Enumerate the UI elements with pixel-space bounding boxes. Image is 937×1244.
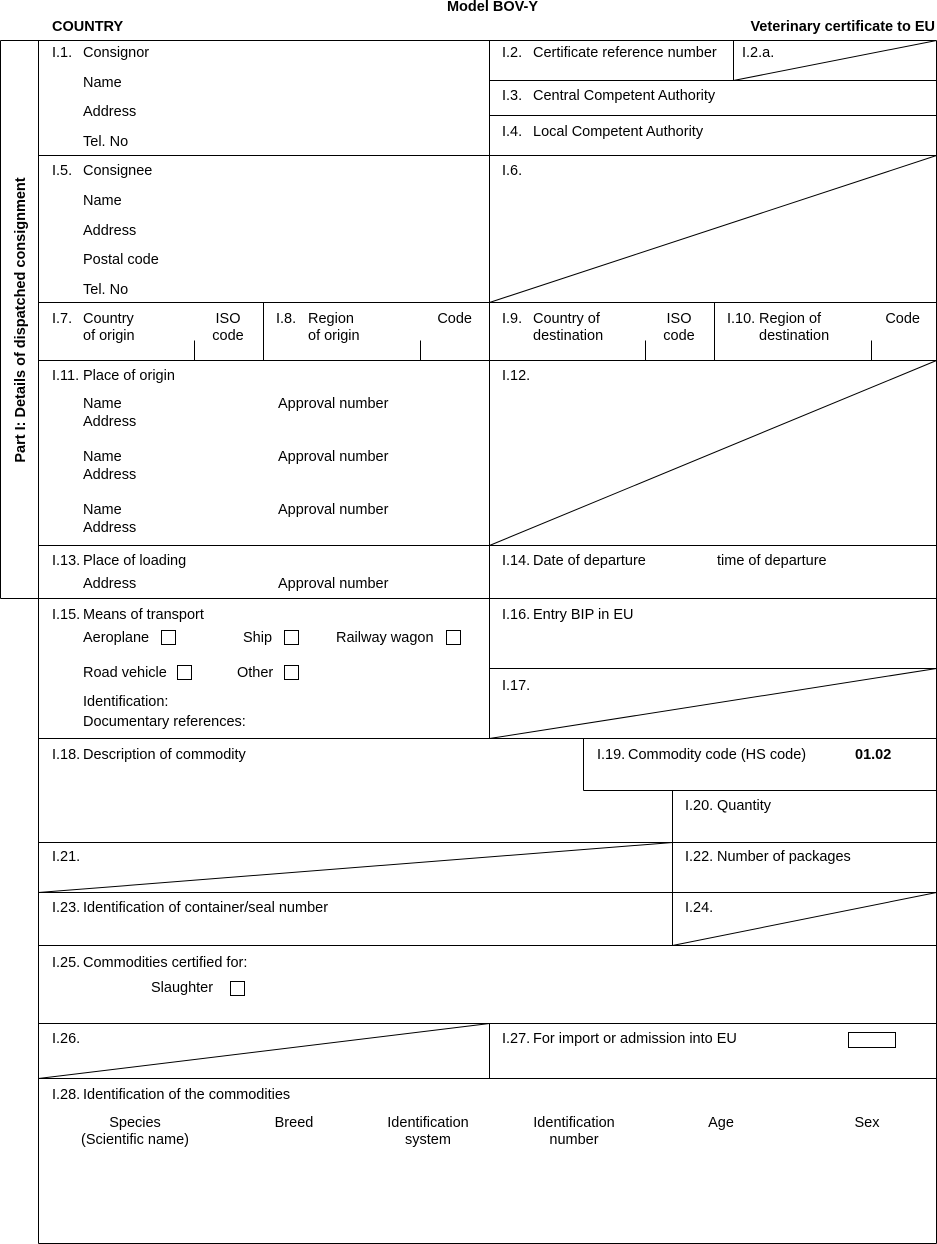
i7-line2: of origin — [83, 328, 135, 344]
i14-number: I.14. — [502, 553, 531, 569]
i18-title: Description of commodity — [83, 747, 246, 763]
i5-number: I.5. — [52, 163, 73, 179]
i11-entry2-address: Address — [83, 467, 137, 483]
i2a-number: I.2.a. — [742, 45, 775, 61]
part-one-label-text: Part I: Details of dispatched consignment — [12, 177, 29, 463]
i5-postal: Postal code — [83, 252, 159, 268]
i12-number: I.12. — [502, 368, 531, 384]
i2-title: Certificate reference number — [533, 45, 717, 61]
i15-title: Means of transport — [83, 607, 204, 623]
i1-name: Name — [83, 75, 122, 91]
i11-entry3-approval: Approval number — [278, 502, 389, 518]
column-species-l2: (Scientific name) — [81, 1132, 189, 1148]
i19-hs-code: 01.02 — [855, 747, 892, 763]
column-identification-number — [514, 1115, 634, 1149]
column-breed-l1: Breed — [274, 1115, 314, 1131]
i15-identification: Identification: — [83, 694, 169, 710]
i11-entry3-address: Address — [83, 520, 137, 536]
i28-number: I.28. — [52, 1087, 81, 1103]
i10-line1: Region of — [759, 311, 822, 327]
i21-diagonal — [39, 843, 673, 893]
i14-time: time of departure — [717, 553, 827, 569]
model-title: Model BOV-Y — [446, 0, 539, 15]
ship-checkbox[interactable] — [284, 630, 299, 645]
i20-number: I.20. — [685, 798, 714, 814]
i15-aeroplane-label: Aeroplane — [83, 630, 150, 646]
i4-number: I.4. — [502, 124, 523, 140]
i15-number: I.15. — [52, 607, 81, 623]
i24-number: I.24. — [685, 900, 714, 916]
column-age-l1: Age — [708, 1115, 734, 1131]
i6-diagonal — [490, 156, 937, 303]
i7-line1: Country — [83, 311, 134, 327]
i1-tel: Tel. No — [83, 134, 129, 150]
i25-slaughter-label: Slaughter — [151, 980, 214, 996]
column-sex — [827, 1115, 907, 1132]
i11-entry1-name: Name — [83, 396, 122, 412]
aeroplane-checkbox[interactable] — [161, 630, 176, 645]
i13-title: Place of loading — [83, 553, 187, 569]
i10-line2: destination — [759, 328, 830, 344]
railway-wagon-checkbox[interactable] — [446, 630, 461, 645]
i8-number: I.8. — [276, 311, 297, 327]
i1-number: I.1. — [52, 45, 73, 61]
i8-code: Code — [437, 311, 472, 327]
country-header: COUNTRY — [52, 19, 124, 35]
i11-entry2-approval: Approval number — [278, 449, 389, 465]
i10-code: Code — [885, 311, 920, 327]
i27-number: I.27. — [502, 1031, 531, 1047]
column-idnum-l2: number — [549, 1132, 599, 1148]
i12-diagonal — [490, 361, 937, 546]
i15-ship-label: Ship — [243, 630, 273, 646]
i5-address: Address — [83, 223, 137, 239]
i25-number: I.25. — [52, 955, 81, 971]
road-vehicle-checkbox[interactable] — [177, 665, 192, 680]
i18-number: I.18. — [52, 747, 81, 763]
i17-diagonal — [490, 669, 937, 739]
i11-number: I.11. — [52, 368, 80, 384]
i15-other-label: Other — [237, 665, 274, 681]
i3-title: Central Competent Authority — [533, 88, 716, 104]
i15-railway-label: Railway wagon — [336, 630, 434, 646]
column-species-l1: Species — [109, 1115, 161, 1131]
column-sex-l1: Sex — [854, 1115, 880, 1131]
i9-iso2: code — [663, 328, 695, 344]
i20-title: Quantity — [717, 798, 771, 814]
i13-number: I.13. — [52, 553, 81, 569]
i26-number: I.26. — [52, 1031, 81, 1047]
i11-entry2-name: Name — [83, 449, 122, 465]
i21-number: I.21. — [52, 849, 81, 865]
i11-entry3-name: Name — [83, 502, 122, 518]
i26-diagonal — [39, 1024, 490, 1079]
i9-line2: destination — [533, 328, 604, 344]
i17-number: I.17. — [502, 678, 531, 694]
i15-documentary: Documentary references: — [83, 714, 246, 730]
i3-number: I.3. — [502, 88, 523, 104]
column-idnum-l1: Identification — [533, 1115, 615, 1131]
i1-address: Address — [83, 104, 137, 120]
i13-approval: Approval number — [278, 576, 389, 592]
i16-title: Entry BIP in EU — [533, 607, 634, 623]
i15-road-label: Road vehicle — [83, 665, 167, 681]
i9-line1: Country of — [533, 311, 600, 327]
i8-line1: Region — [308, 311, 354, 327]
i4-title: Local Competent Authority — [533, 124, 704, 140]
i6-number: I.6. — [502, 163, 523, 179]
i5-name: Name — [83, 193, 122, 209]
i9-iso1: ISO — [666, 311, 692, 327]
i27-title: For import or admission into EU — [533, 1031, 737, 1047]
i7-iso1: ISO — [215, 311, 241, 327]
other-checkbox[interactable] — [284, 665, 299, 680]
i22-number: I.22. — [685, 849, 714, 865]
i7-number: I.7. — [52, 311, 73, 327]
i10-number: I.10. — [727, 311, 756, 327]
i11-title: Place of origin — [83, 368, 175, 384]
i5-title: Consignee — [83, 163, 153, 179]
slaughter-checkbox[interactable] — [230, 981, 245, 996]
i22-title: Number of packages — [717, 849, 851, 865]
column-species — [60, 1115, 210, 1149]
i2-number: I.2. — [502, 45, 523, 61]
import-admission-box[interactable] — [848, 1032, 896, 1048]
column-age — [681, 1115, 761, 1132]
i23-title: Identification of container/seal number — [83, 900, 329, 916]
i28-title: Identification of the commodities — [83, 1087, 291, 1103]
i13-address: Address — [83, 576, 137, 592]
i16-number: I.16. — [502, 607, 531, 623]
certificate-title: Veterinary certificate to EU — [750, 19, 935, 35]
column-idsys-l1: Identification — [387, 1115, 469, 1131]
i11-entry1-address: Address — [83, 414, 137, 430]
i8-line2: of origin — [308, 328, 360, 344]
i1-title: Consignor — [83, 45, 150, 61]
i9-number: I.9. — [502, 311, 523, 327]
i11-entry1-approval: Approval number — [278, 396, 389, 412]
i19-title: Commodity code (HS code) — [628, 747, 807, 763]
i7-iso2: code — [212, 328, 244, 344]
column-breed — [244, 1115, 344, 1132]
i14-title: Date of departure — [533, 553, 646, 569]
i25-title: Commodities certified for: — [83, 955, 248, 971]
column-idsys-l2: system — [405, 1132, 451, 1148]
i23-number: I.23. — [52, 900, 81, 916]
i5-tel: Tel. No — [83, 282, 129, 298]
i19-number: I.19. — [597, 747, 626, 763]
column-identification-system — [368, 1115, 488, 1149]
